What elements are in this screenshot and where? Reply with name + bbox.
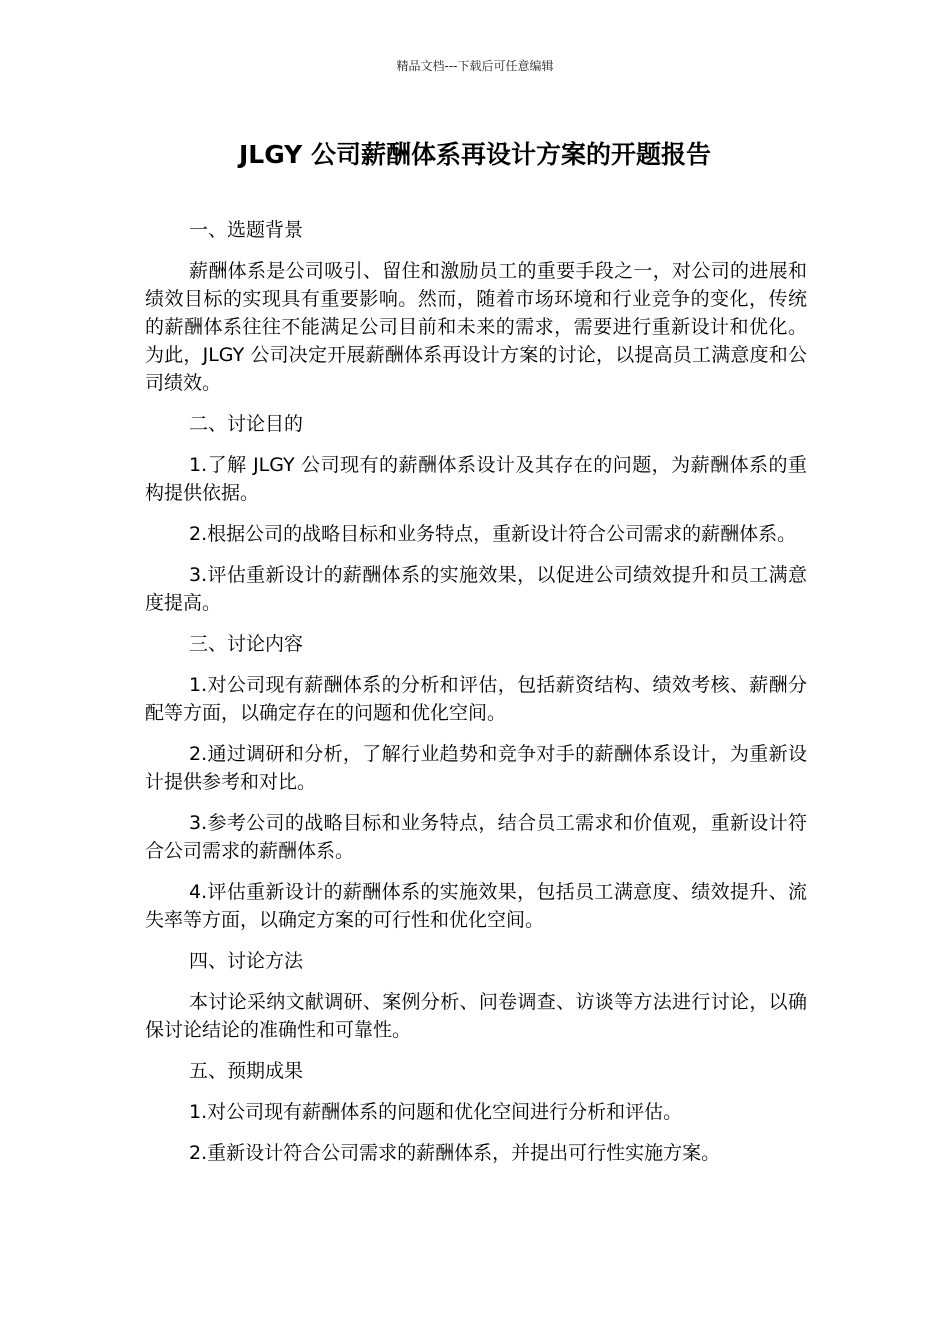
purpose-item-2: 2.根据公司的战略目标和业务特点，重新设计符合公司需求的薪酬体系。 [189,523,797,545]
outcome-item-2: 2.重新设计符合公司需求的薪酬体系，并提出可行性实施方案。 [189,1142,721,1164]
content-item-2: 2.通过调研和分析，了解行业趋势和竞争对手的薪酬体系设计，为重新设计提供参考和对比。 [145,743,807,793]
section-heading-background: 一、选题背景 [189,219,304,241]
purpose-item-1: 1.了解 JLGY 公司现有的薪酬体系设计及其存在的问题，为薪酬体系的重构提供依据。 [145,454,807,504]
purpose-item-3: 3.评估重新设计的薪酬体系的实施效果，以促进公司绩效提升和员工满意度提高。 [145,564,807,614]
document-body [145,216,807,1180]
content-item-1: 1.对公司现有薪酬体系的分析和评估，包括薪资结构、绩效考核、薪酬分配等方面，以确定存在的问题和优化空间。 [145,674,807,724]
section-heading-outcomes: 五、预期成果 [189,1060,304,1082]
content-item-3: 3.参考公司的战略目标和业务特点，结合员工需求和价值观，重新设计符合公司需求的薪酬体系。 [145,812,807,862]
paragraph-background: 薪酬体系是公司吸引、留住和激励员工的重要手段之一，对公司的进展和绩效目标的实现具有重要影响。然而，随着市场环境和行业竞争的变化，传统的薪酬体系往往不能满足公司目前和未来的需求，需要进行重新设计和优化。为此，JLGY 公司决定开展薪酬体系再设计方案的讨论，以提高员工满意度和公司绩效。 [145,260,807,394]
section-heading-method: 四、讨论方法 [189,950,304,972]
document-title: JLGY 公司薪酬体系再设计方案的开题报告 [238,140,711,169]
page-header: 精品文档---下载后可任意编辑 [396,59,554,73]
paragraph-method: 本讨论采纳文献调研、案例分析、问卷调查、访谈等方法进行讨论，以确保讨论结论的准确性和可靠性。 [145,991,807,1041]
section-heading-purpose: 二、讨论目的 [189,413,304,435]
content-item-4: 4.评估重新设计的薪酬体系的实施效果，包括员工满意度、绩效提升、流失率等方面，以确定方案的可行性和优化空间。 [145,881,807,931]
section-heading-content: 三、讨论内容 [189,633,304,655]
outcome-item-1: 1.对公司现有薪酬体系的问题和优化空间进行分析和评估。 [189,1101,683,1123]
